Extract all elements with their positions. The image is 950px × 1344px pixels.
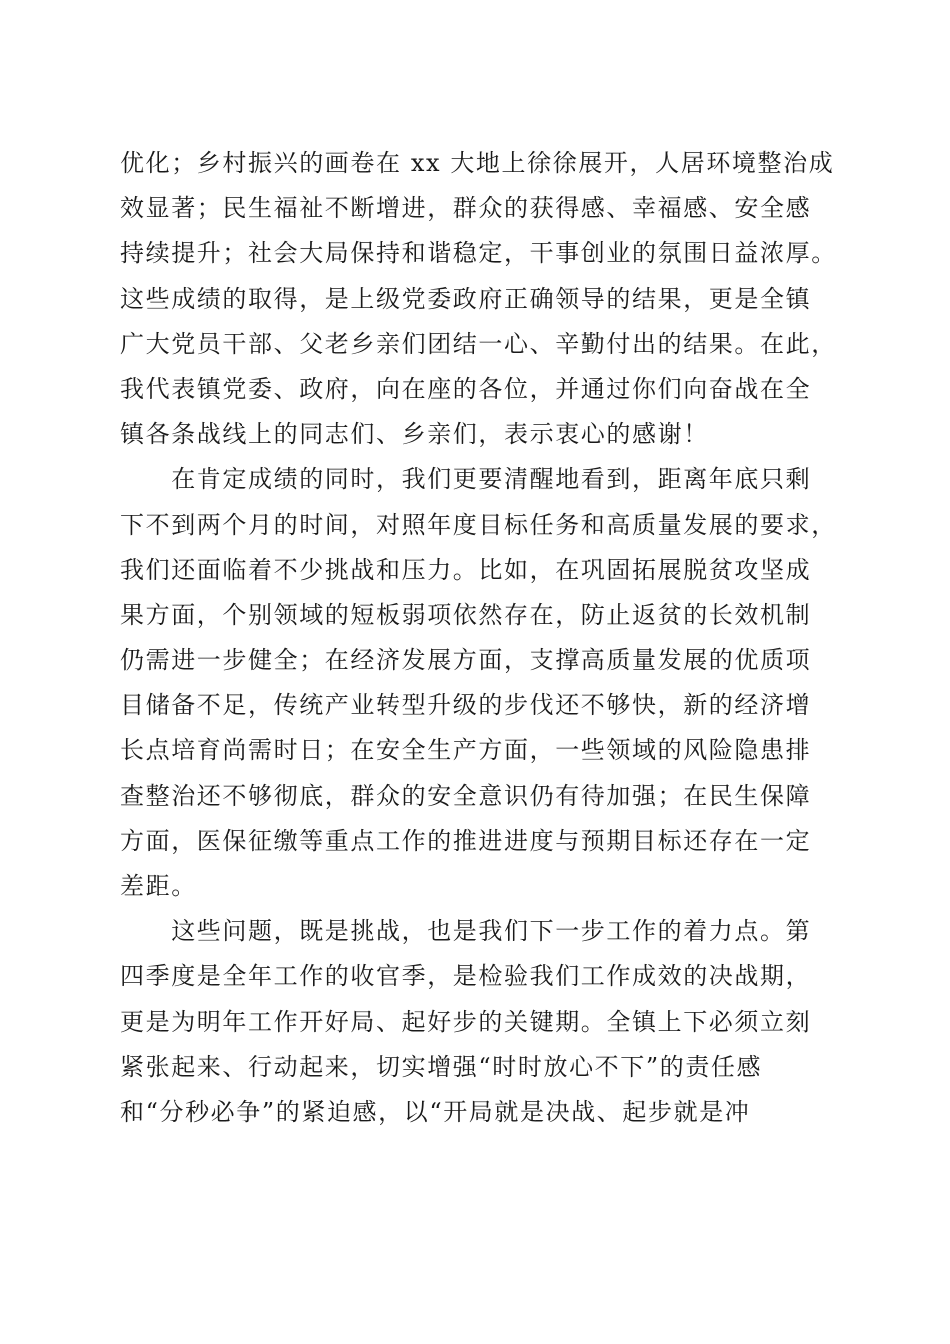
text-line: 效显著；民生福祉不断增进，群众的获得感、幸福感、安全感 bbox=[120, 194, 812, 223]
text-line: 这些成绩的取得，是上级党委政府正确领导的结果，更是全镇 bbox=[120, 284, 812, 313]
text-line: 持续提升；社会大局保持和谐稳定，干事创业的氛围日益浓厚。 bbox=[120, 239, 837, 268]
text-line: 果方面，个别领域的短板弱项依然存在，防止返贫的长效机制 bbox=[120, 600, 812, 629]
text-line: 更是为明年工作开好局、起好步的关键期。全镇上下必须立刻 bbox=[120, 1007, 812, 1036]
text-line: 长点培育尚需时日；在安全生产方面，一些领域的风险隐患排 bbox=[120, 736, 812, 765]
text-line: 广大党员干部、父老乡亲们团结一心、辛勤付出的结果。在此， bbox=[120, 329, 837, 358]
text-line: 镇各条战线上的同志们、乡亲们，表示衷心的感谢！ bbox=[120, 420, 709, 449]
text-line: 我代表镇党委、政府，向在座的各位，并通过你们向奋战在全 bbox=[120, 374, 812, 403]
text-line: 仍需进一步健全；在经济发展方面，支撑高质量发展的优质项 bbox=[120, 646, 812, 675]
text-line: 紧张起来、行动起来，切实增强“时时放心不下”的责任感 bbox=[120, 1052, 763, 1081]
text-line: 这些问题，既是挑战，也是我们下一步工作的着力点。第 bbox=[120, 917, 812, 946]
text-line: 目储备不足，传统产业转型升级的步伐还不够快，新的经济增 bbox=[120, 691, 812, 720]
text-line: 和“分秒必争”的紧迫感，以“开局就是决战、起步就是冲 bbox=[120, 1097, 751, 1126]
text-line: 我们还面临着不少挑战和压力。比如，在巩固拓展脱贫攻坚成 bbox=[120, 555, 812, 584]
text-line: 四季度是全年工作的收官季，是检验我们工作成效的决战期， bbox=[120, 962, 812, 991]
text-line: 优化；乡村振兴的画卷在 xx 大地上徐徐展开，人居环境整治成 bbox=[120, 149, 835, 177]
text-line: 差距。 bbox=[120, 872, 197, 900]
body-text bbox=[120, 141, 850, 1135]
text-line: 方面，医保征缴等重点工作的推进进度与预期目标还存在一定 bbox=[120, 826, 812, 855]
text-line: 查整治还不够彻底，群众的安全意识仍有待加强；在民生保障 bbox=[120, 781, 812, 810]
text-line: 下不到两个月的时间，对照年度目标任务和高质量发展的要求， bbox=[120, 510, 837, 539]
text-line: 在肯定成绩的同时，我们更要清醒地看到，距离年底只剩 bbox=[120, 465, 812, 494]
